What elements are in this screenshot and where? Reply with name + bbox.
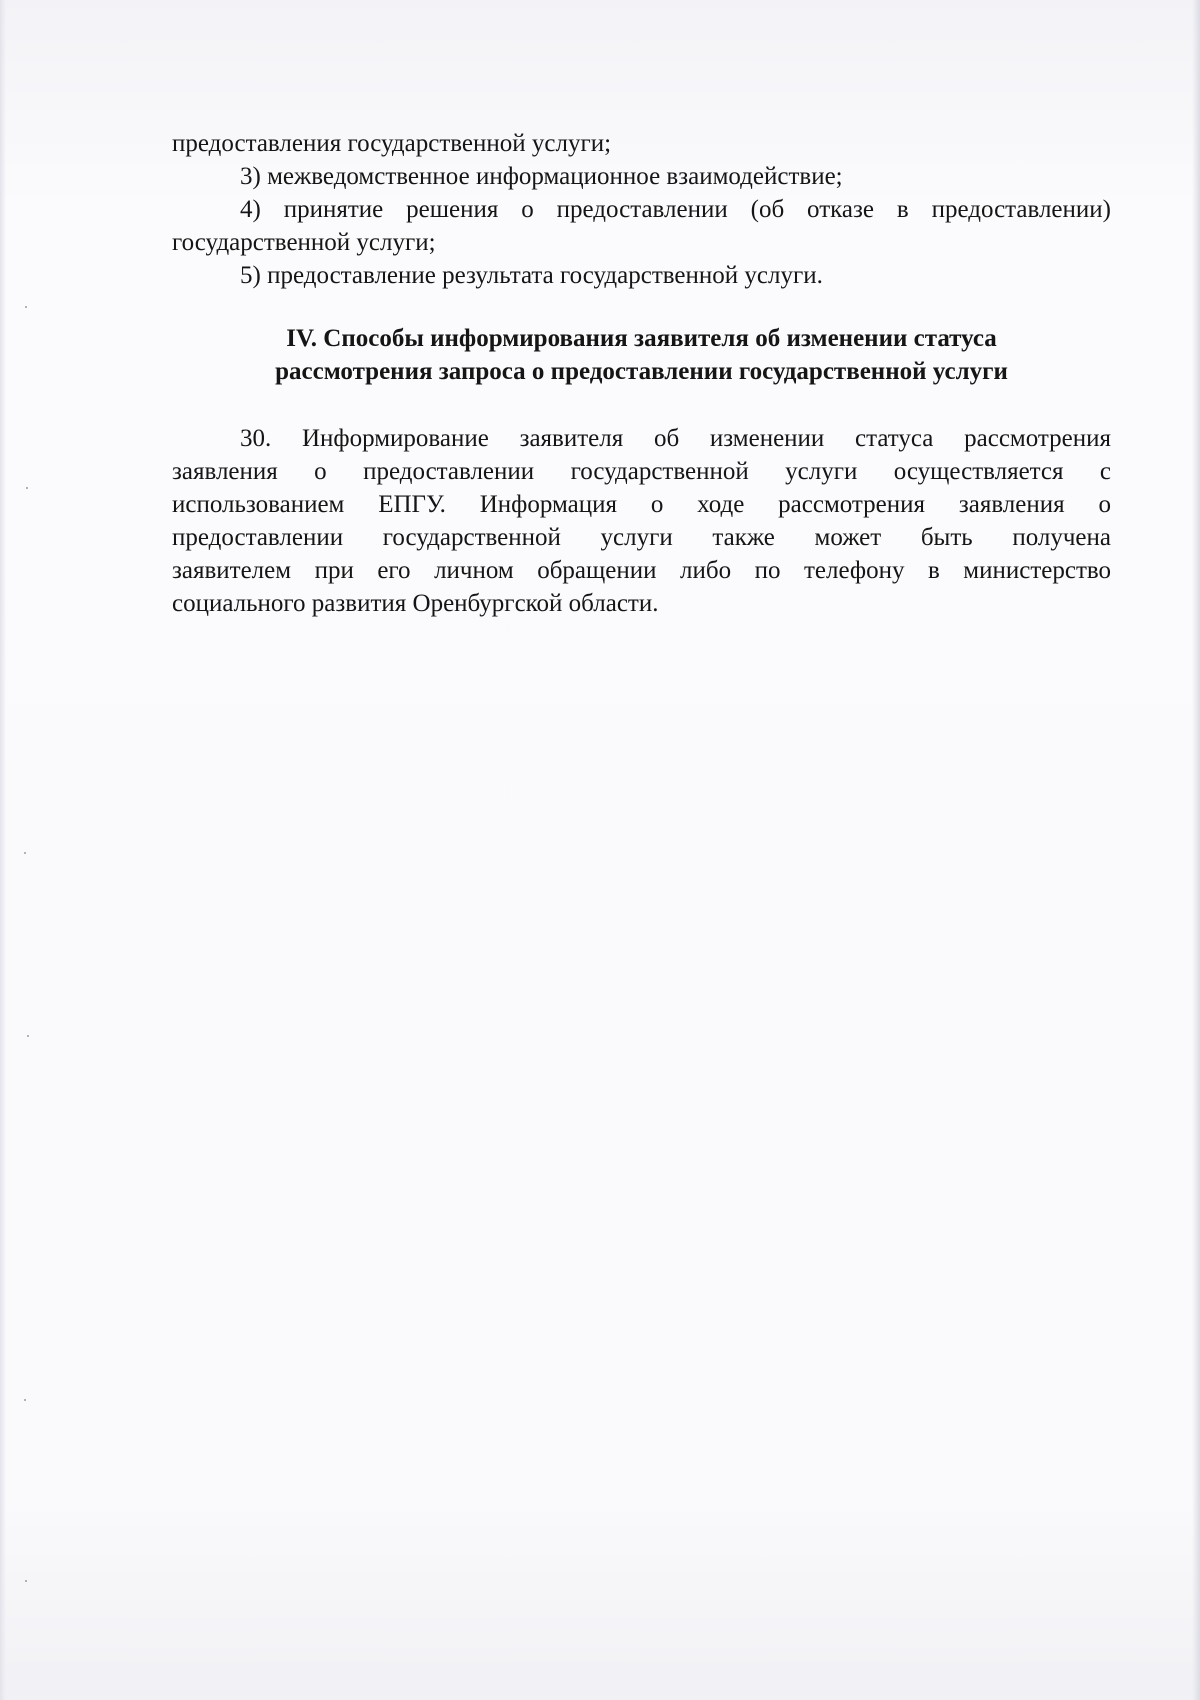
scan-speck xyxy=(25,1580,27,1582)
list-continuation-line: предоставления государственной услуги; xyxy=(172,130,612,157)
scan-speck xyxy=(24,1399,26,1401)
list-item-4: 4) принятие решения о предоставлении (об отказе в предоставлении) xyxy=(240,196,1111,223)
paragraph-30 xyxy=(172,422,1111,620)
paragraph-line: использованием ЕПГУ. Информация о ходе рассмотрения заявления о xyxy=(172,491,1111,518)
scan-speck xyxy=(26,487,28,489)
list-item-4-continuation: государственной услуги; xyxy=(172,229,436,256)
paragraph-line: предоставлении государственной услуги также может быть получена xyxy=(172,524,1111,551)
scan-speck xyxy=(27,1035,29,1037)
paragraph-line: 30. Информирование заявителя об изменении статуса рассмотрения xyxy=(240,425,1111,452)
scan-speck xyxy=(24,852,26,854)
paragraph-line: социального развития Оренбургской области. xyxy=(172,590,659,617)
section-heading-line-1: IV. Способы информирования заявителя об изменении статуса xyxy=(286,325,997,352)
paragraph-line: заявления о предоставлении государственной услуги осуществляется с xyxy=(172,458,1111,485)
scan-speck xyxy=(25,306,27,308)
paragraph-line: заявителем при его личном обращении либо по телефону в министерство xyxy=(172,557,1111,584)
scan-edge-right xyxy=(1192,0,1200,1700)
scan-edge-left xyxy=(0,0,6,1700)
list-item-3: 3) межведомственное информационное взаимодействие; xyxy=(240,163,843,190)
section-heading xyxy=(172,322,1111,388)
list-item-5: 5) предоставление результата государственной услуги. xyxy=(240,262,823,289)
section-heading-line-2: рассмотрения запроса о предоставлении государственной услуги xyxy=(275,358,1008,385)
document-body xyxy=(172,127,1111,620)
